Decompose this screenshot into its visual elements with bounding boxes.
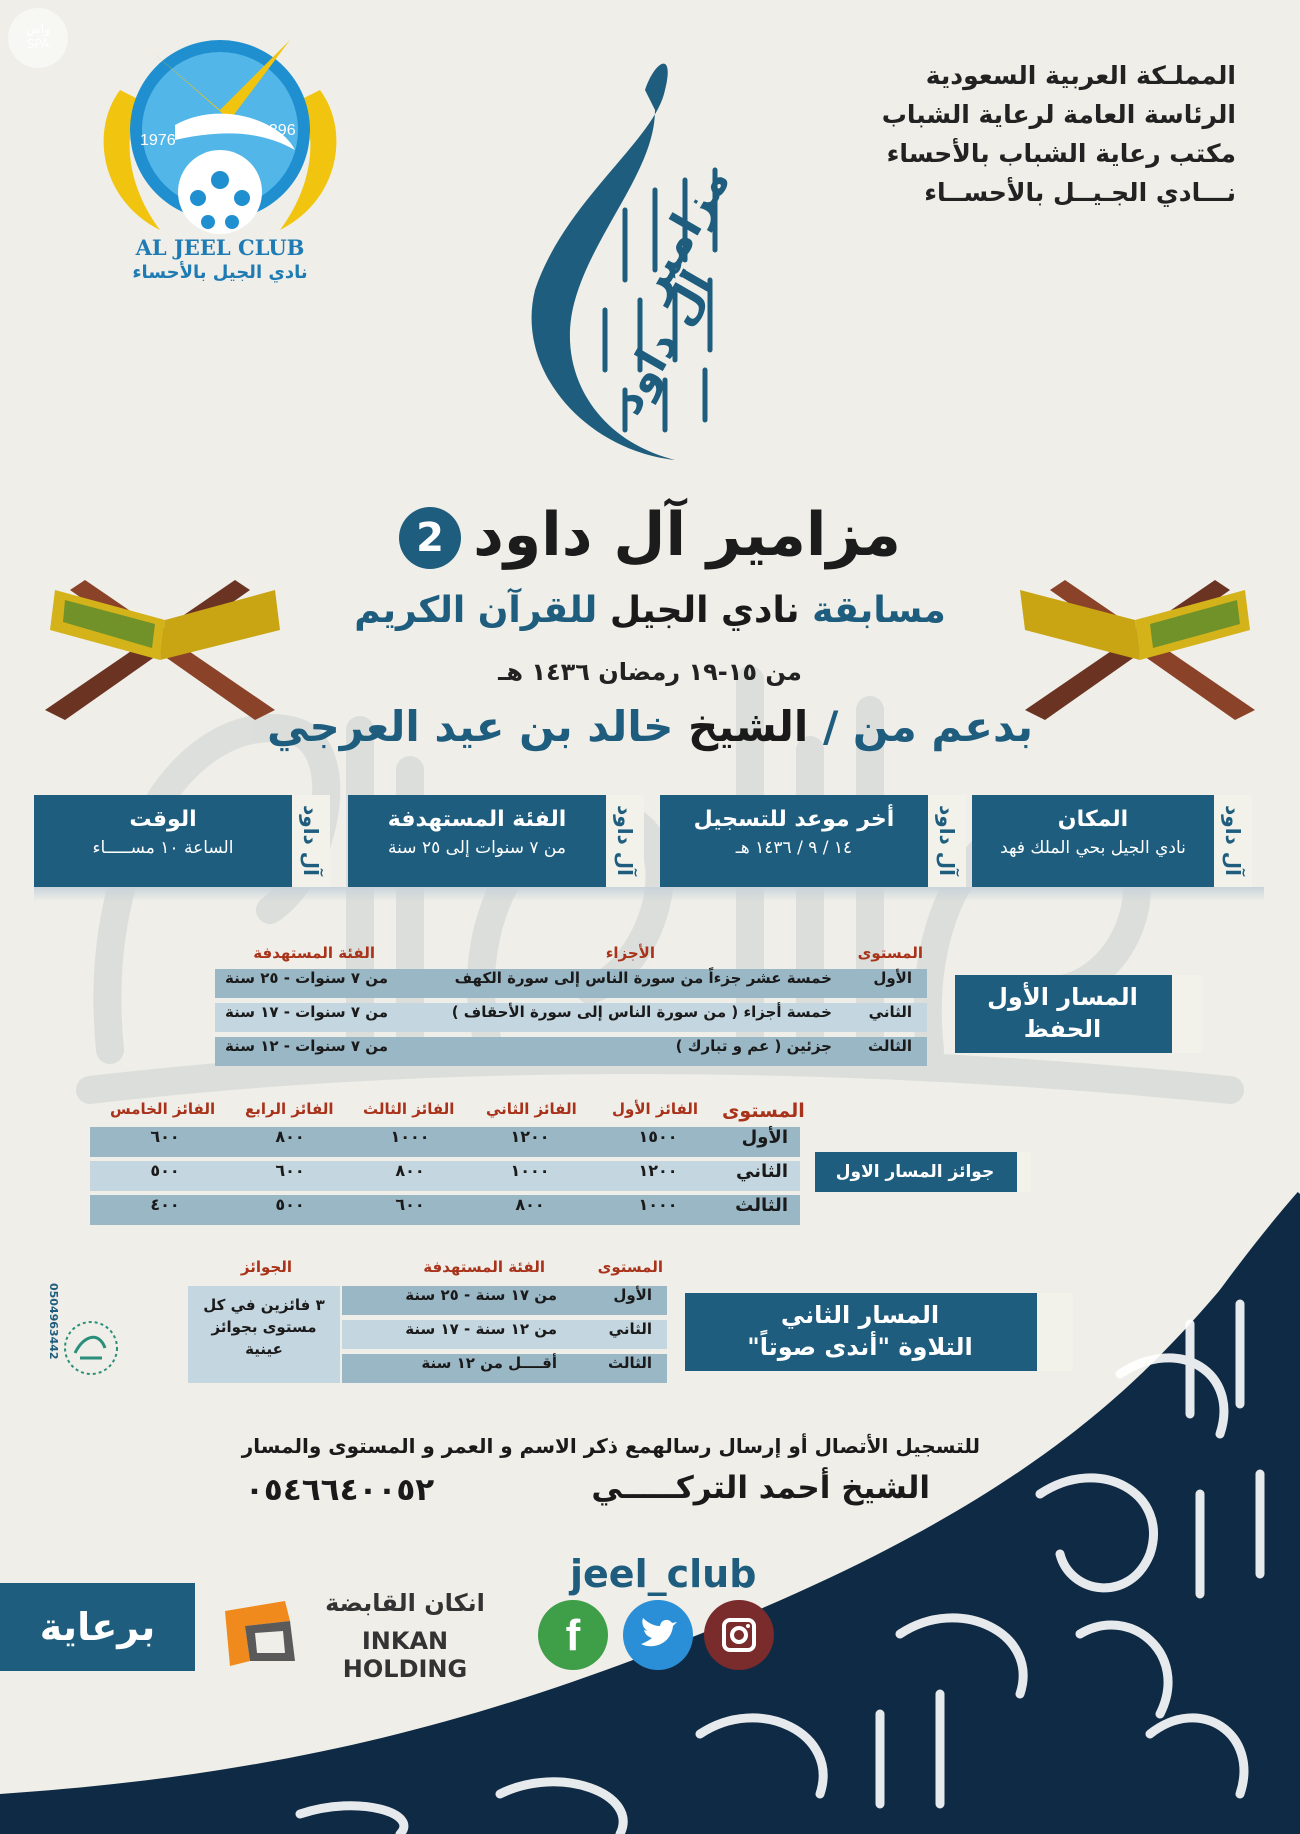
prize-row-level: الأول xyxy=(741,1127,788,1148)
sponsor-name: خالد بن عيد العرجي xyxy=(267,702,674,751)
prizes-label-text: جوائز المسار الاول xyxy=(835,1162,995,1182)
info-value: من ٧ سنوات إلى ٢٥ سنة xyxy=(388,838,566,858)
track1-row xyxy=(215,1037,927,1066)
track1-row-level: الثاني xyxy=(868,1003,912,1021)
logo-year-right: 1396 xyxy=(260,122,296,139)
quran-stand-right xyxy=(1015,560,1265,720)
company-name-arabic: انكان القابضة xyxy=(325,1589,485,1617)
info-box-target-age xyxy=(348,795,637,887)
prize-row xyxy=(90,1195,800,1225)
track1-header-age: الفئة المستهدفة xyxy=(253,944,375,962)
social-handle[interactable]: jeel_club xyxy=(570,1552,757,1596)
track2-label xyxy=(685,1293,1035,1371)
info-value: نادي الجيل بحي الملك فهد xyxy=(1000,838,1186,858)
inkan-holding-logo xyxy=(210,1583,500,1683)
calligraphy-emblem xyxy=(505,50,780,465)
info-box-deadline xyxy=(660,795,959,887)
event-dates: من ١٥-١٩ رمضان ١٤٣٦ هـ xyxy=(498,658,802,686)
track2-row-level: الأول xyxy=(613,1286,652,1304)
prize-value: ١٠٠٠ xyxy=(638,1195,678,1214)
prize-value: ٨٠٠ xyxy=(275,1127,305,1146)
prizes-label xyxy=(815,1152,1015,1192)
spa-latin: SPA xyxy=(26,37,50,51)
track2-row-age: من ١٧ سنة - ٢٥ سنة xyxy=(405,1286,557,1304)
subtitle-part-2: نادي الجيل xyxy=(609,590,800,631)
instagram-icon[interactable] xyxy=(704,1600,774,1670)
prize-value: ٥٠٠ xyxy=(275,1195,305,1214)
box-tag: آل داود xyxy=(926,795,966,887)
sponsor-prefix: بدعم من / xyxy=(822,702,1033,751)
prizes-header-level: المستوى xyxy=(722,1100,805,1122)
event-title xyxy=(300,500,1000,570)
prize-value: ٦٠٠ xyxy=(275,1161,305,1180)
prize-row xyxy=(90,1161,800,1191)
event-subtitle xyxy=(300,590,1000,631)
side-phone-number: 0504963442 xyxy=(47,1283,60,1360)
info-heading: المكان xyxy=(1057,807,1129,832)
track2-row xyxy=(342,1286,667,1315)
subtitle-part-1: مسابقة xyxy=(812,590,946,631)
logo-year-left: 1976 xyxy=(140,132,176,149)
track2-label-line2: التلاوة "أندى صوتاً" xyxy=(747,1333,973,1361)
logo-name-arabic: نادي الجيل بالأحساء xyxy=(132,262,308,283)
track1-row-parts: خمسة عشر جزءاً من سورة الناس إلى سورة الكهف xyxy=(454,969,832,987)
track2-row-level: الثاني xyxy=(608,1320,652,1338)
info-box-shadow xyxy=(34,887,1264,901)
track1-row xyxy=(215,1003,927,1032)
track2-header-level: المستوى xyxy=(597,1258,663,1276)
info-box-venue xyxy=(972,795,1245,887)
track2-header-age: الفئة المستهدفة xyxy=(423,1258,545,1276)
logo-name-english: AL JEEL CLUB xyxy=(135,235,305,260)
org-line: مكتب رعاية الشباب بالأحساء xyxy=(886,139,1236,168)
info-value: ١٤ / ٩ / ١٤٣٦ هـ xyxy=(735,838,853,858)
sponsor-line xyxy=(220,702,1080,751)
inkan-logo-mark xyxy=(215,1591,300,1676)
track1-label-line1: المسار الأول xyxy=(987,983,1138,1011)
club-logo xyxy=(80,30,360,300)
spa-arabic: واس xyxy=(26,22,50,36)
info-heading: الفئة المستهدفة xyxy=(387,807,567,832)
prize-value: ١٥٠٠ xyxy=(638,1127,678,1146)
prize-value: ٦٠٠ xyxy=(150,1127,180,1146)
track1-tag xyxy=(1170,975,1202,1053)
prize-row xyxy=(90,1127,800,1157)
track1-row-parts: جزئين ( عم و تبارك ) xyxy=(675,1037,832,1055)
track2-row-level: الثالث xyxy=(607,1354,652,1372)
prize-value: ٥٠٠ xyxy=(150,1161,180,1180)
event-title-text: مزامير آل داود xyxy=(473,500,901,570)
box-tag: آل داود xyxy=(604,795,644,887)
company-name-english: INKAN HOLDING xyxy=(342,1627,468,1683)
prize-row-level: الثالث xyxy=(735,1195,788,1216)
track1-label xyxy=(955,975,1170,1053)
prize-row-level: الثاني xyxy=(735,1161,788,1182)
track1-row xyxy=(215,969,927,998)
prizes-tag xyxy=(1015,1152,1031,1192)
calligraphy-word-1: مزامير xyxy=(624,158,741,308)
registration-instructions: للتسجيل الأتصال أو إرسال رسالهمع ذكر الاسم و العمر و المستوى والمسار xyxy=(241,1434,980,1458)
prizes-header-1: الفائز الأول xyxy=(612,1100,699,1118)
track1-row-age: من ٧ سنوات - ٢٥ سنة xyxy=(225,969,389,987)
track1-row-level: الثالث xyxy=(867,1037,912,1055)
track2-prize-cell xyxy=(188,1286,340,1383)
prize-value: ٨٠٠ xyxy=(515,1195,545,1214)
edition-badge: 2 xyxy=(399,507,461,569)
track2-row-age: أقــــل من ١٢ سنة xyxy=(421,1354,557,1372)
prize-value: ٨٠٠ xyxy=(395,1161,425,1180)
facebook-icon[interactable]: f xyxy=(538,1600,608,1670)
track1-header-parts: الأجزاء xyxy=(605,944,655,962)
subtitle-part-3: للقرآن الكريم xyxy=(354,590,598,631)
info-box-time xyxy=(34,795,323,887)
track2-prize-line1: ٣ فائزين في كل xyxy=(203,1296,325,1314)
prize-value: ١٢٠٠ xyxy=(638,1161,678,1180)
prize-value: ١٠٠٠ xyxy=(510,1161,550,1180)
track2-header-prizes: الجوائز xyxy=(240,1258,292,1276)
twitter-icon[interactable] xyxy=(623,1600,693,1670)
contact-name: الشيخ أحمد التركـــــي xyxy=(591,1470,930,1506)
contact-phone[interactable]: ٠٥٤٦٦٤٠٠٥٢ xyxy=(245,1472,435,1508)
sponsorship-label: برعاية xyxy=(0,1583,195,1671)
prizes-header-3: الفائز الثالث xyxy=(363,1100,455,1118)
track1-header-level: المستوى xyxy=(857,944,923,962)
prize-value: ١٠٠٠ xyxy=(390,1127,430,1146)
spa-watermark xyxy=(8,8,68,68)
org-line: نـــادي الجـيــل بالأحســاء xyxy=(924,178,1236,207)
track1-row-age: من ٧ سنوات - ١٢ سنة xyxy=(225,1037,389,1055)
track2-label-line1: المسار الثاني xyxy=(780,1301,940,1329)
prizes-header-2: الفائز الثاني xyxy=(486,1100,577,1118)
track1-row-age: من ٧ سنوات - ١٧ سنة xyxy=(225,1003,389,1021)
prize-value: ١٢٠٠ xyxy=(510,1127,550,1146)
track2-tag xyxy=(1035,1293,1073,1371)
track1-row-parts: خمسة أجزاء ( من سورة الناس إلى سورة الأحقاف ) xyxy=(451,1003,832,1021)
prize-value: ٤٠٠ xyxy=(150,1195,180,1214)
signature-mark xyxy=(60,1318,122,1378)
info-heading: الوقت xyxy=(129,807,197,832)
track2-prize-line2: مستوى بجوائز xyxy=(211,1318,317,1336)
track2-prize-line3: عينية xyxy=(245,1340,283,1358)
sponsor-title: الشيخ xyxy=(688,702,809,751)
info-heading: أخر موعد للتسجيل xyxy=(693,807,895,832)
quran-stand-left xyxy=(35,560,285,720)
calligraphy-word-2: آل داود xyxy=(601,262,724,424)
org-line: الرئاسة العامة لرعاية الشباب xyxy=(881,100,1236,129)
track2-row xyxy=(342,1354,667,1383)
box-tag: آل داود xyxy=(1212,795,1252,887)
org-line: المملـكة العربية السعودية xyxy=(925,61,1236,90)
prizes-header-5: الفائز الخامس xyxy=(110,1100,216,1118)
club-logo-emblem xyxy=(80,30,360,240)
prize-value: ٦٠٠ xyxy=(395,1195,425,1214)
info-value: الساعة ١٠ مســـــاء xyxy=(92,838,234,858)
prizes-header-4: الفائز الرابع xyxy=(245,1100,334,1118)
organization-header xyxy=(816,56,1236,212)
track1-row-level: الأول xyxy=(873,969,912,987)
track1-label-line2: الحفظ xyxy=(1023,1015,1102,1043)
track2-row xyxy=(342,1320,667,1349)
box-tag: آل داود xyxy=(290,795,330,887)
track2-row-age: من ١٢ سنة - ١٧ سنة xyxy=(405,1320,557,1338)
